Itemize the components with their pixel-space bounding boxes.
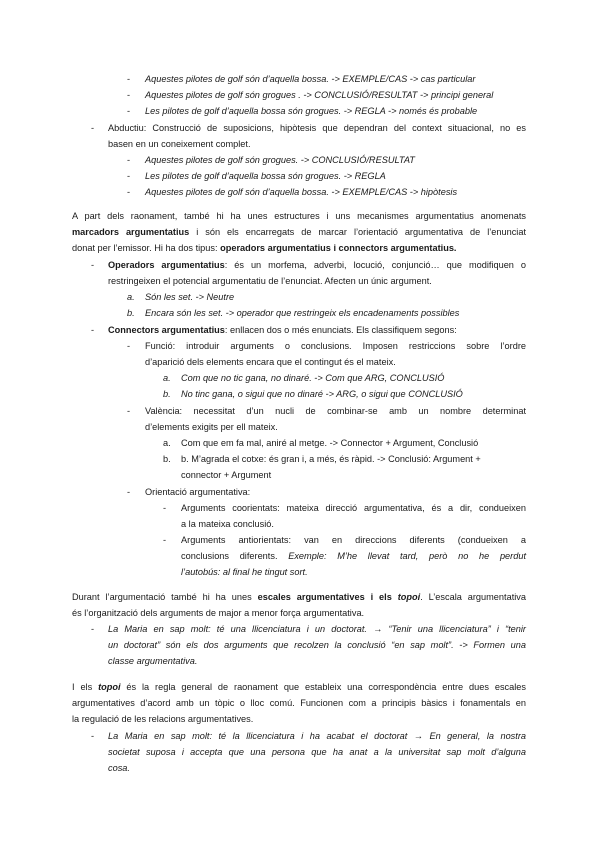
list-marker: - bbox=[127, 171, 131, 181]
connectors-line bbox=[108, 324, 457, 337]
valencia-line: d’elements exigits per ell mateix. bbox=[145, 422, 278, 432]
cooriented-line: Arguments coorientats: mateixa direcció argumentativa, és a dir, condueixen bbox=[181, 503, 526, 513]
list-marker: a. bbox=[163, 373, 171, 383]
list-marker: - bbox=[163, 535, 167, 545]
list-marker: - bbox=[91, 731, 95, 741]
paragraph-line bbox=[72, 242, 456, 255]
paragraph-line bbox=[72, 681, 526, 694]
paragraph-text: : enllacen dos o més enunciats. Els classifiquem segons: bbox=[224, 325, 457, 335]
list-marker: - bbox=[91, 260, 95, 270]
list-marker: b. bbox=[127, 308, 135, 318]
example-line: La Maria en sap molt: té la llicenciatura i ha acabat el doctorat → En general, la nostra bbox=[108, 731, 526, 741]
list-marker: - bbox=[91, 325, 95, 335]
term-bold: marcadors argumentatius bbox=[72, 227, 190, 237]
list-item: b. M’agrada el cotxe: és gran i, a més, és ràpid. -> Conclusió: Argument + bbox=[181, 454, 481, 464]
list-item: Les pilotes de golf d’aquella bossa són grogues. -> REGLA bbox=[145, 171, 386, 181]
list-marker: - bbox=[127, 74, 131, 84]
paragraph-text: Durant l’argumentació també hi ha unes bbox=[72, 592, 258, 602]
list-marker: - bbox=[127, 106, 131, 116]
list-item: Com que no tic gana, no dinaré. -> Com que ARG, CONCLUSIÓ bbox=[181, 373, 445, 383]
paragraph-text: i són els encarregats de marcar l’orientació argumentativa de l’enunciat bbox=[189, 227, 527, 237]
antioriented-line: l’autobús: al final he tingut sort. bbox=[181, 567, 308, 577]
antioriented-line bbox=[181, 550, 526, 563]
operadors-line: restringeixen el potencial argumentatiu de l’enunciat. Afecten un únic argument. bbox=[108, 276, 432, 286]
list-marker: - bbox=[127, 406, 131, 416]
list-marker: - bbox=[91, 624, 95, 634]
example-line: societat suposa i accepta que una persona que ha anat a la universitat sap molt d’alguna bbox=[108, 747, 526, 757]
paragraph-text: : és un morfema, adverbi, locució, conjunció… que modifiquen o bbox=[224, 260, 526, 270]
term-bold: topoi bbox=[397, 592, 421, 602]
example-line: La Maria en sap molt: té una llicenciatura i un doctorat. → “Tenir una llicenciatura” i “tenir bbox=[108, 624, 526, 634]
paragraph-line bbox=[72, 591, 526, 604]
list-item: Aquestes pilotes de golf són d’aquella bossa. -> EXEMPLE/CAS -> cas particular bbox=[145, 74, 476, 84]
term-bold: operadors argumentatius i connectors argumentatius. bbox=[220, 243, 457, 253]
list-item: Com que em fa mal, aniré al metge. -> Connector + Argument, Conclusió bbox=[181, 438, 479, 448]
paragraph-line: A part dels raonament, també hi ha unes estructures i uns mecanismes argumentatius anomenats bbox=[72, 211, 526, 221]
paragraph-text: . L’escala argumentativa bbox=[420, 592, 526, 602]
list-marker: - bbox=[127, 487, 131, 497]
paragraph-line: la regulació de les relacions argumentatives. bbox=[72, 714, 254, 724]
list-item: Aquestes pilotes de golf són d’aquella bossa. -> EXEMPLE/CAS -> hipòtesis bbox=[145, 187, 458, 197]
list-marker: b. bbox=[163, 454, 171, 464]
list-marker: - bbox=[163, 503, 167, 513]
example-line: classe argumentativa. bbox=[108, 656, 198, 666]
list-item: Encara són les set. -> operador que restringeix els encadenaments possibles bbox=[145, 308, 460, 318]
list-marker: - bbox=[91, 123, 95, 133]
example-line: un doctorat” són els dos arguments que recolzen la conclusió “en sap molt”. -> Formen una bbox=[108, 640, 526, 650]
list-marker: a. bbox=[163, 438, 171, 448]
list-item: No tinc gana, o sigui que no dinaré -> ARG, o sigui que CONCLUSIÓ bbox=[181, 389, 463, 399]
list-marker: - bbox=[127, 341, 131, 351]
list-marker: a. bbox=[127, 292, 135, 302]
term-bold: Connectors argumentatius bbox=[108, 325, 225, 335]
abduction-text: Abductiu: Construcció de suposicions, hipòtesis que dependran del context situacional, no es bbox=[108, 123, 526, 133]
antioriented-line: Arguments antiorientats: van en direccions diferents (condueixen a bbox=[181, 535, 526, 545]
list-item-cont: connector + Argument bbox=[181, 470, 272, 480]
paragraph-line: és l’organització dels arguments de major a menor força argumentativa. bbox=[72, 608, 365, 618]
list-item: Les pilotes de golf d’aquella bossa són grogues. -> REGLA -> només és probable bbox=[145, 106, 478, 116]
term-bold: escales argumentatives i els bbox=[257, 592, 398, 602]
example-line: cosa. bbox=[108, 763, 130, 773]
list-item: Aquestes pilotes de golf són grogues . -> CONCLUSIÓ/RESULTAT -> principi general bbox=[145, 90, 494, 100]
term-bold: topoi bbox=[98, 682, 121, 692]
funcio-line: Funció: introduir arguments o conclusions. Imposen restriccions sobre l’ordre bbox=[145, 341, 526, 351]
orientacio-title: Orientació argumentativa: bbox=[145, 487, 251, 497]
operadors-line bbox=[108, 259, 526, 272]
example-italic: Exemple: M’he llevat tard, però no he perdut bbox=[288, 551, 527, 561]
paragraph-text: I els bbox=[72, 682, 99, 692]
paragraph-text: conclusions diferents. bbox=[181, 551, 289, 561]
paragraph-line bbox=[72, 226, 526, 239]
list-marker: b. bbox=[163, 389, 171, 399]
list-marker: - bbox=[127, 155, 131, 165]
cooriented-line: a la mateixa conclusió. bbox=[181, 519, 274, 529]
funcio-line: d’aparició dels elements encara que el contingut és el mateix. bbox=[145, 357, 396, 367]
list-item: Són les set. -> Neutre bbox=[145, 292, 235, 302]
paragraph-text: donat per l’emissor. Hi ha dos tipus: bbox=[72, 243, 221, 253]
list-marker: - bbox=[127, 187, 131, 197]
paragraph-line: argumentatives d’acord amb un tòpic o lloc comú. Funcionen com a principis bàsics i fonamentals en bbox=[72, 698, 526, 708]
valencia-line: València: necessitat d’un nucli de combinar-se amb un nombre determinat bbox=[145, 406, 526, 416]
abduction-text-cont: basen en un coneixement complet. bbox=[108, 139, 251, 149]
term-bold: Operadors argumentatius bbox=[108, 260, 225, 270]
paragraph-text: és la regla general de raonament que estableix una correspondència entre dues escales bbox=[120, 682, 526, 692]
list-marker: - bbox=[127, 90, 131, 100]
list-item: Aquestes pilotes de golf són grogues. -> CONCLUSIÓ/RESULTAT bbox=[145, 155, 415, 165]
